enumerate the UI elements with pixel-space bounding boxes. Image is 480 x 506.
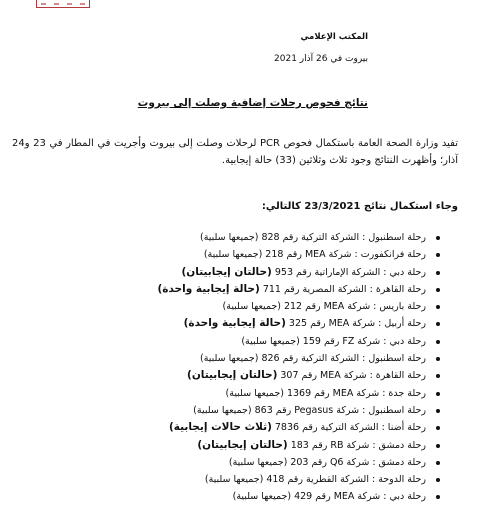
flight-results-list xyxy=(157,229,426,506)
flight-result-item xyxy=(157,488,426,505)
flight-description: رحلة دبي : الشركة الإماراتية رقم 953 xyxy=(274,266,426,278)
flight-description: رحلة باريس : شركة MEA رقم 212 xyxy=(283,301,426,313)
bullet-icon xyxy=(436,409,440,413)
bullet-icon xyxy=(436,322,440,326)
bullet-icon xyxy=(436,340,440,344)
bullet-icon xyxy=(436,461,440,465)
press-office-label: المكتب الإعلامي xyxy=(300,32,368,42)
flight-result: (حالة إيجابية واحدة) xyxy=(183,317,286,330)
flight-result-item xyxy=(157,437,426,454)
flight-result-item xyxy=(157,402,426,419)
flight-result: (حالتان إيجابيتان) xyxy=(197,438,288,451)
bullet-icon xyxy=(436,357,440,361)
ministry-logo xyxy=(36,0,90,8)
flight-description: رحلة دمشق : شركة RB رقم 183 xyxy=(290,439,426,451)
flight-description: رحلة دبي : شركة FZ رقم 159 xyxy=(302,335,426,347)
flight-result: (جميعها سلبية) xyxy=(200,353,259,365)
intro-paragraph: تفيد وزارة الصحة العامة باستكمال فحوص PCR لرحلات وصلت إلى بيروت وأجريت في المطار في 23 و24 آذار؛ وأظهرت النتائج وجود ثلاث وثلاثين (33) حالة إيجابية. xyxy=(12,138,459,166)
flight-result: (جميعها سلبية) xyxy=(204,474,264,486)
bullet-icon xyxy=(436,305,440,309)
flight-result-item xyxy=(157,264,426,281)
flight-description: رحلة فرانكفورت : شركة MEA رقم 218 xyxy=(265,249,426,261)
bullet-icon xyxy=(436,236,440,240)
flight-result-item xyxy=(157,315,426,332)
flight-result: (حالتان إيجابيتان) xyxy=(181,265,272,278)
flight-result-item xyxy=(157,246,426,263)
flight-description: رحلة أضنا : الشركة التركية رقم 7836 xyxy=(274,422,426,434)
flight-result-item xyxy=(157,350,426,367)
flight-result-item xyxy=(157,229,426,246)
flight-result: (جميعها سلبية) xyxy=(225,387,284,399)
flight-description: رحلة دبي : شركة MEA رقم 429 xyxy=(294,491,426,503)
results-subheading: وجاء استكمال نتائج 23/3/2021 كالتالي: xyxy=(261,201,458,212)
flight-result: (جميعها سلبية) xyxy=(232,491,292,503)
flight-result: (حالة إيجابية واحدة) xyxy=(157,282,260,295)
flight-result: (جميعها سلبية) xyxy=(200,232,259,243)
bullet-icon xyxy=(436,374,440,378)
flight-result-item xyxy=(157,454,426,471)
flight-description: رحلة اسطنبول : الشركة التركية رقم 828 xyxy=(261,232,426,243)
flight-result-item xyxy=(157,298,426,315)
flight-result: (حالتان إيجابيتان) xyxy=(187,369,278,382)
flight-result: (جميعها سلبية) xyxy=(228,456,288,468)
document-headline: نتائج فحوص رحلات إضافية وصلت إلى بيروت xyxy=(137,97,368,109)
document-date: بيروت في 26 آذار 2021 xyxy=(274,54,368,64)
flight-result: (جميعها سلبية) xyxy=(241,335,300,347)
bullet-icon xyxy=(436,271,440,275)
bullet-icon xyxy=(436,253,440,257)
flight-description: رحلة اسطنبول : الشركة التركية رقم 826 xyxy=(261,353,426,365)
flight-description: رحلة أربيل : شركة MEA رقم 325 xyxy=(288,318,426,330)
bullet-icon xyxy=(436,495,440,499)
bullet-icon xyxy=(436,444,440,448)
flight-result-item xyxy=(157,367,426,384)
bullet-icon xyxy=(436,392,440,396)
flight-description: رحلة دمشق : شركة Q6 رقم 203 xyxy=(290,456,426,468)
flight-description: رحلة الدوحة : الشركة القطرية رقم 418 xyxy=(266,474,426,486)
flight-description: رحلة جدة : شركة MEA رقم 1369 xyxy=(286,387,426,399)
flight-result: (ثلاث حالات إيجابية) xyxy=(168,421,272,434)
bullet-icon xyxy=(436,426,440,430)
flight-result: (جميعها سلبية) xyxy=(203,249,263,261)
flight-description: رحلة اسطنبول : شركة Pegasus رقم 863 xyxy=(254,404,426,416)
bullet-icon xyxy=(436,288,440,292)
flight-result-item xyxy=(157,385,426,402)
flight-description: رحلة القاهرة : الشركة المصرية رقم 711 xyxy=(262,283,426,295)
bullet-icon xyxy=(436,478,440,482)
flight-result: (جميعها سلبية) xyxy=(193,404,252,416)
flight-result-item xyxy=(157,281,426,298)
flight-result-item xyxy=(157,419,426,436)
flight-result: (جميعها سلبية) xyxy=(222,301,281,313)
flight-description: رحلة القاهرة : شركة MEA رقم 307 xyxy=(280,370,426,382)
flight-result-item xyxy=(157,333,426,350)
